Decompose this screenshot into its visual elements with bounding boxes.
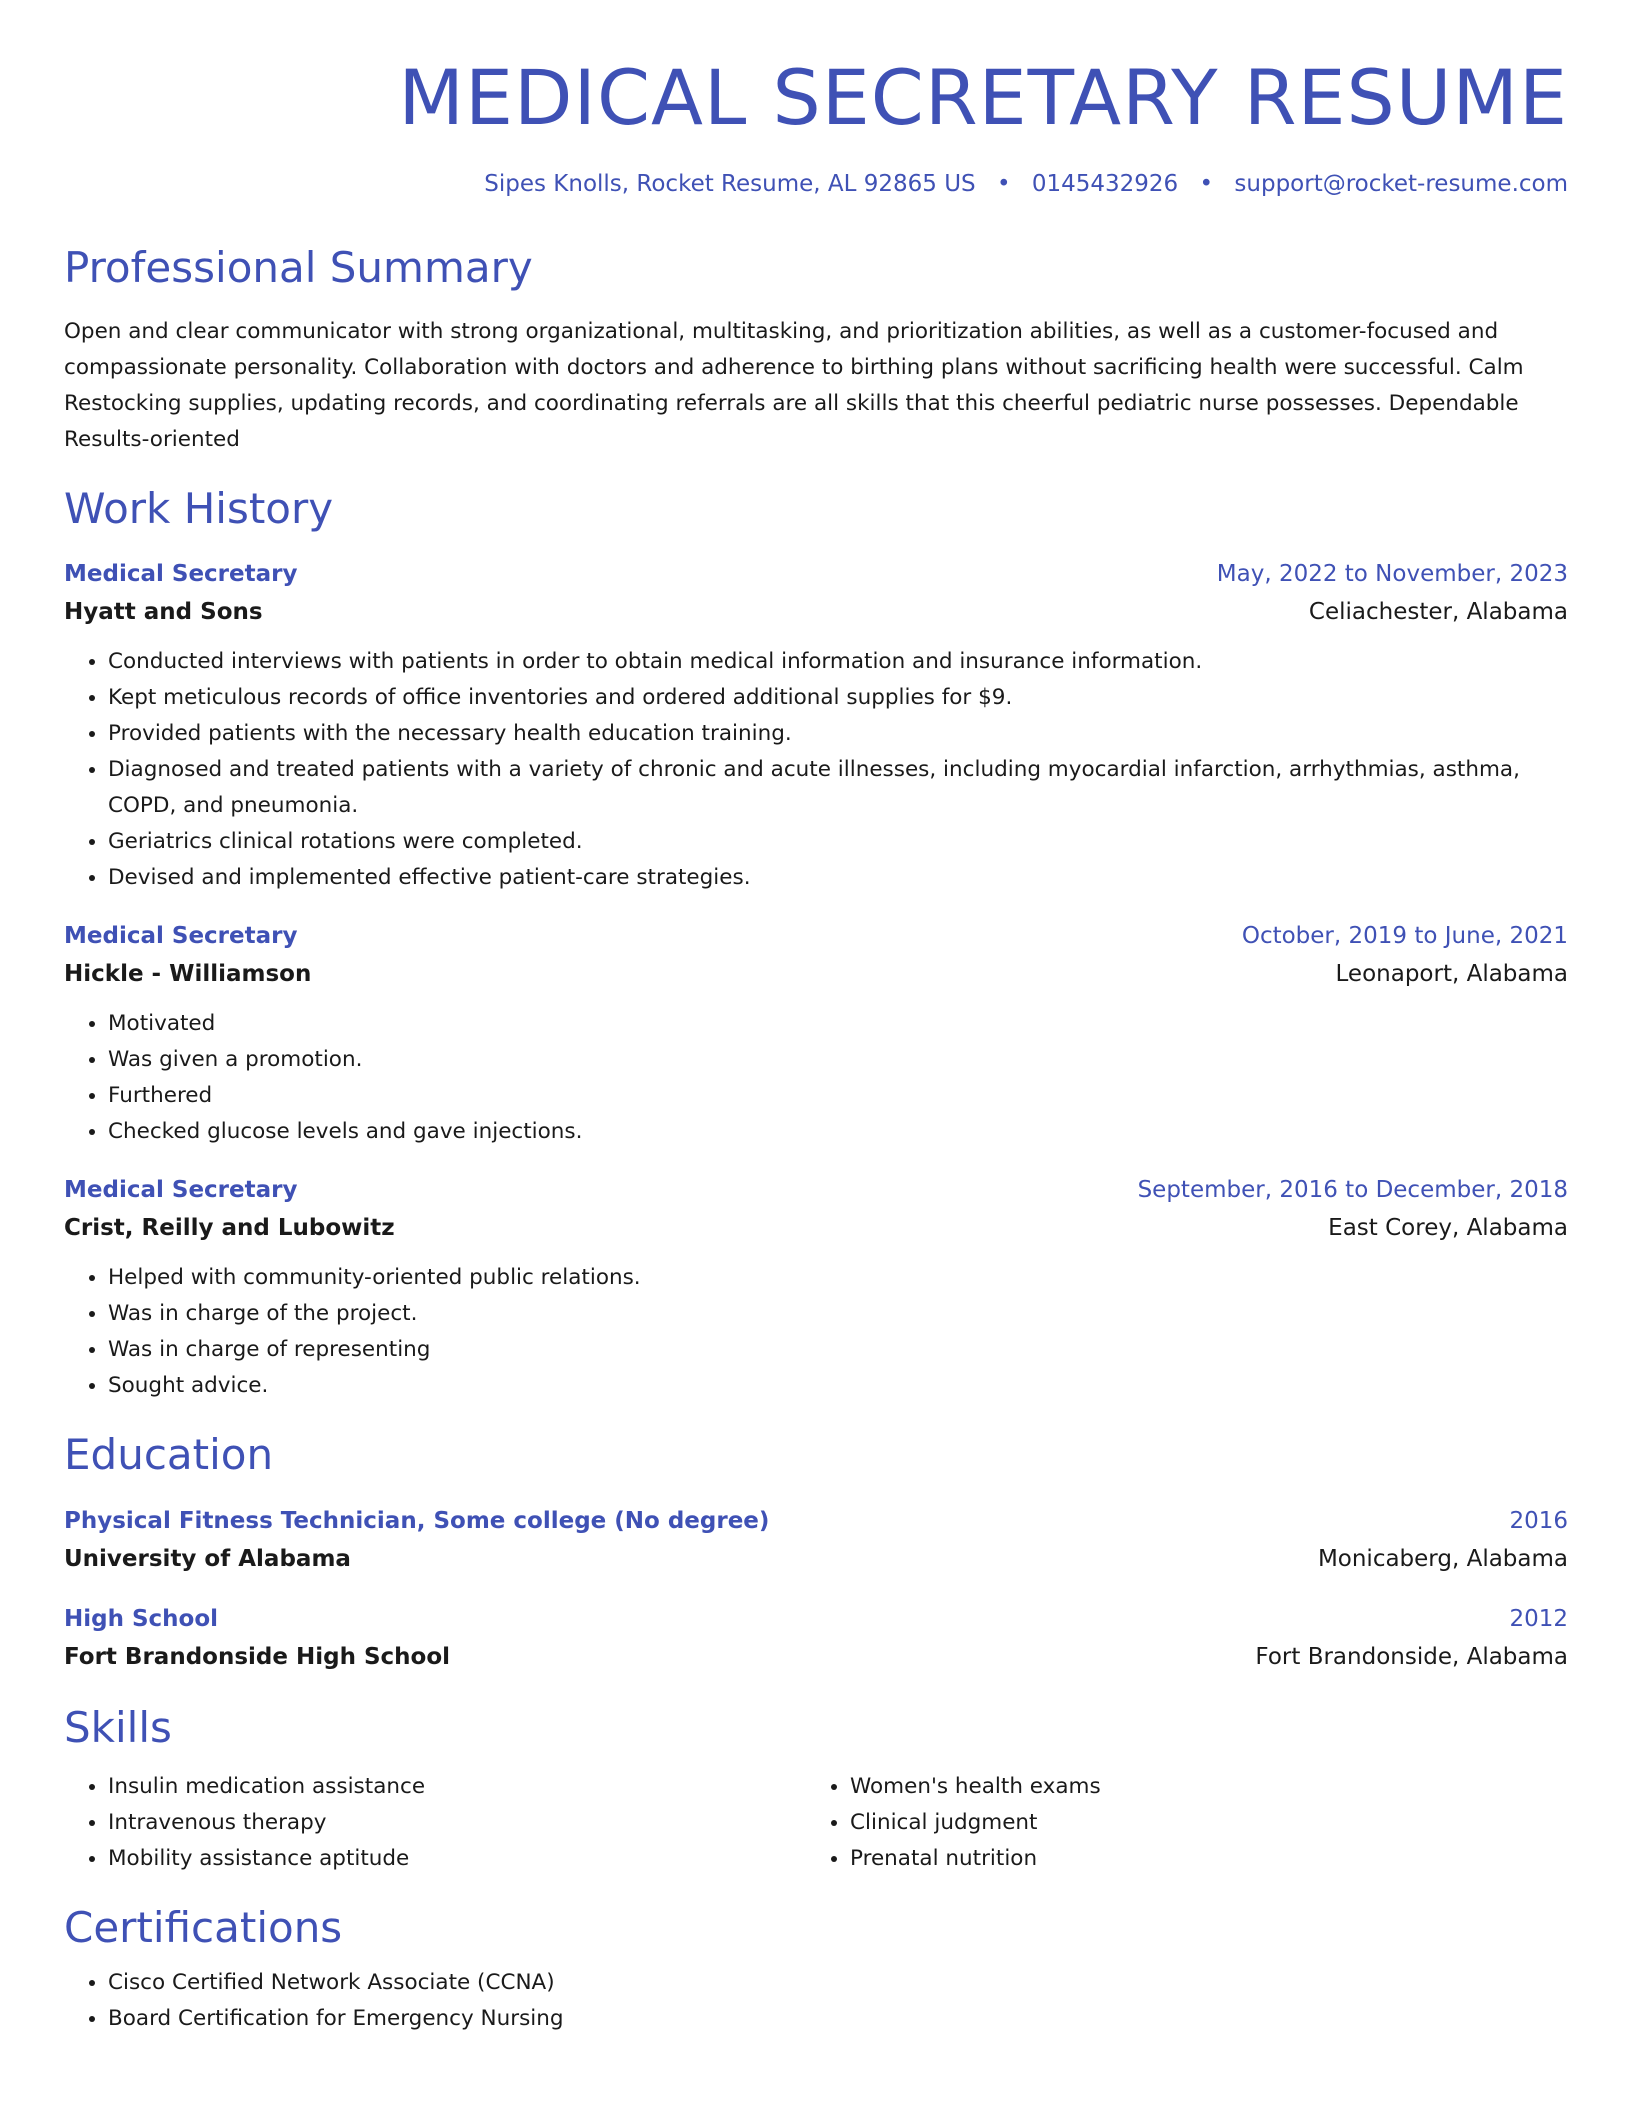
certification-item: • Board Certification for Emergency Nursing: [108, 2001, 1568, 2037]
job-title: Medical Secretary: [64, 561, 298, 588]
certifications-section: [64, 1903, 1568, 2037]
job-bullet: • Geriatrics clinical rotations were completed.: [108, 824, 1568, 860]
skill-item: • Women's health exams: [850, 1769, 1548, 1805]
job-bullet: • Kept meticulous records of office inventories and ordered additional supplies for $9.: [108, 680, 1568, 716]
skill-item: • Insulin medication assistance: [108, 1769, 806, 1805]
contact-phone[interactable]: 0145432926: [1031, 171, 1179, 198]
job-location: East Corey, Alabama: [1328, 1215, 1568, 1242]
contact-address: Sipes Knolls, Rocket Resume, AL 92865 US: [484, 171, 976, 198]
work-history-section: [64, 484, 1568, 1404]
job-title: Medical Secretary: [64, 1177, 298, 1204]
skills-heading: Skills: [64, 1702, 172, 1752]
job-location: Leonaport, Alabama: [1335, 961, 1568, 988]
skill-item: • Intravenous therapy: [108, 1805, 806, 1841]
contact-separator: •: [1199, 171, 1214, 198]
job-bullets: [64, 1006, 1568, 1150]
education-location: Fort Brandonside, Alabama: [1255, 1643, 1568, 1670]
job-entry: [64, 556, 1568, 896]
job-bullet: • Provided patients with the necessary health education training.: [108, 716, 1568, 752]
summary-heading: Professional Summary: [64, 243, 533, 293]
education-location: Monicaberg, Alabama: [1317, 1545, 1568, 1572]
job-bullet: • Helped with community-oriented public relations.: [108, 1260, 1568, 1296]
contact-email[interactable]: support@rocket-resume.com: [1234, 171, 1568, 198]
job-bullet: • Was in charge of the project.: [108, 1296, 1568, 1332]
education-heading: Education: [64, 1430, 274, 1480]
job-bullets: [64, 644, 1568, 896]
job-title: Medical Secretary: [64, 923, 298, 950]
resume-title: MEDICAL SECRETARY RESUME: [398, 53, 1568, 142]
job-dates: May, 2022 to November, 2023: [1216, 561, 1568, 588]
education-school: University of Alabama: [64, 1545, 351, 1572]
certification-item: • Cisco Certified Network Associate (CCNA): [108, 1965, 1568, 2001]
job-dates: October, 2019 to June, 2021: [1241, 923, 1568, 950]
job-company: Hyatt and Sons: [64, 599, 263, 626]
job-bullets: [64, 1260, 1568, 1404]
education-year: 2016: [1509, 1507, 1568, 1534]
skills-grid: [64, 1769, 1568, 1877]
job-entry: [64, 918, 1568, 1150]
job-bullet: • Motivated: [108, 1006, 1568, 1042]
job-bullet: • Furthered: [108, 1078, 1568, 1114]
skills-section: [64, 1703, 1568, 1877]
education-section: [64, 1430, 1568, 1676]
education-entry: [64, 1503, 1568, 1579]
job-bullet: • Sought advice.: [108, 1368, 1568, 1404]
education-entry: [64, 1601, 1568, 1677]
job-dates: September, 2016 to December, 2018: [1137, 1177, 1568, 1204]
skill-item: • Clinical judgment: [850, 1805, 1548, 1841]
education-year: 2012: [1509, 1605, 1568, 1632]
education-school: Fort Brandonside High School: [64, 1643, 451, 1670]
job-bullet: • Conducted interviews with patients in order to obtain medical information and insurance information.: [108, 644, 1568, 680]
summary-text: Open and clear communicator with strong organizational, multitasking, and prioritization abilities, as well as a customer-focused and compassionate personality. Collaboration with doctors and adherence to birthing plans without sacrificing health were successful. Calm Restocking supplies, updating records, and coordinating referrals are all skills that this cheerful pediatric nurse possesses. Dependable Results-oriented: [64, 318, 1524, 452]
skills-column-left: [64, 1769, 806, 1877]
job-bullet: • Devised and implemented effective patient-care strategies.: [108, 860, 1568, 896]
job-bullet: • Diagnosed and treated patients with a variety of chronic and acute illnesses, including myocardial infarction, arrhythmias, asthma, COPD, and pneumonia.: [108, 752, 1568, 824]
job-bullet: • Was given a promotion.: [108, 1042, 1568, 1078]
job-entry: [64, 1172, 1568, 1404]
skill-item: • Mobility assistance aptitude: [108, 1841, 806, 1877]
contact-separator: •: [996, 171, 1011, 198]
work-history-heading: Work History: [64, 483, 334, 533]
skills-column-right: [806, 1769, 1548, 1877]
job-bullet: • Checked glucose levels and gave injections.: [108, 1114, 1568, 1150]
certifications-heading: Certifications: [64, 1902, 343, 1952]
education-degree: Physical Fitness Technician, Some college (No degree): [64, 1507, 770, 1534]
education-degree: High School: [64, 1605, 219, 1632]
job-company: Hickle - Williamson: [64, 961, 312, 988]
skill-item: • Prenatal nutrition: [850, 1841, 1548, 1877]
contact-line: [64, 171, 1568, 197]
job-bullet: • Was in charge of representing: [108, 1332, 1568, 1368]
resume-page: [64, 0, 1568, 2112]
job-company: Crist, Reilly and Lubowitz: [64, 1215, 395, 1242]
job-location: Celiachester, Alabama: [1308, 599, 1568, 626]
certifications-list: [64, 1965, 1568, 2037]
